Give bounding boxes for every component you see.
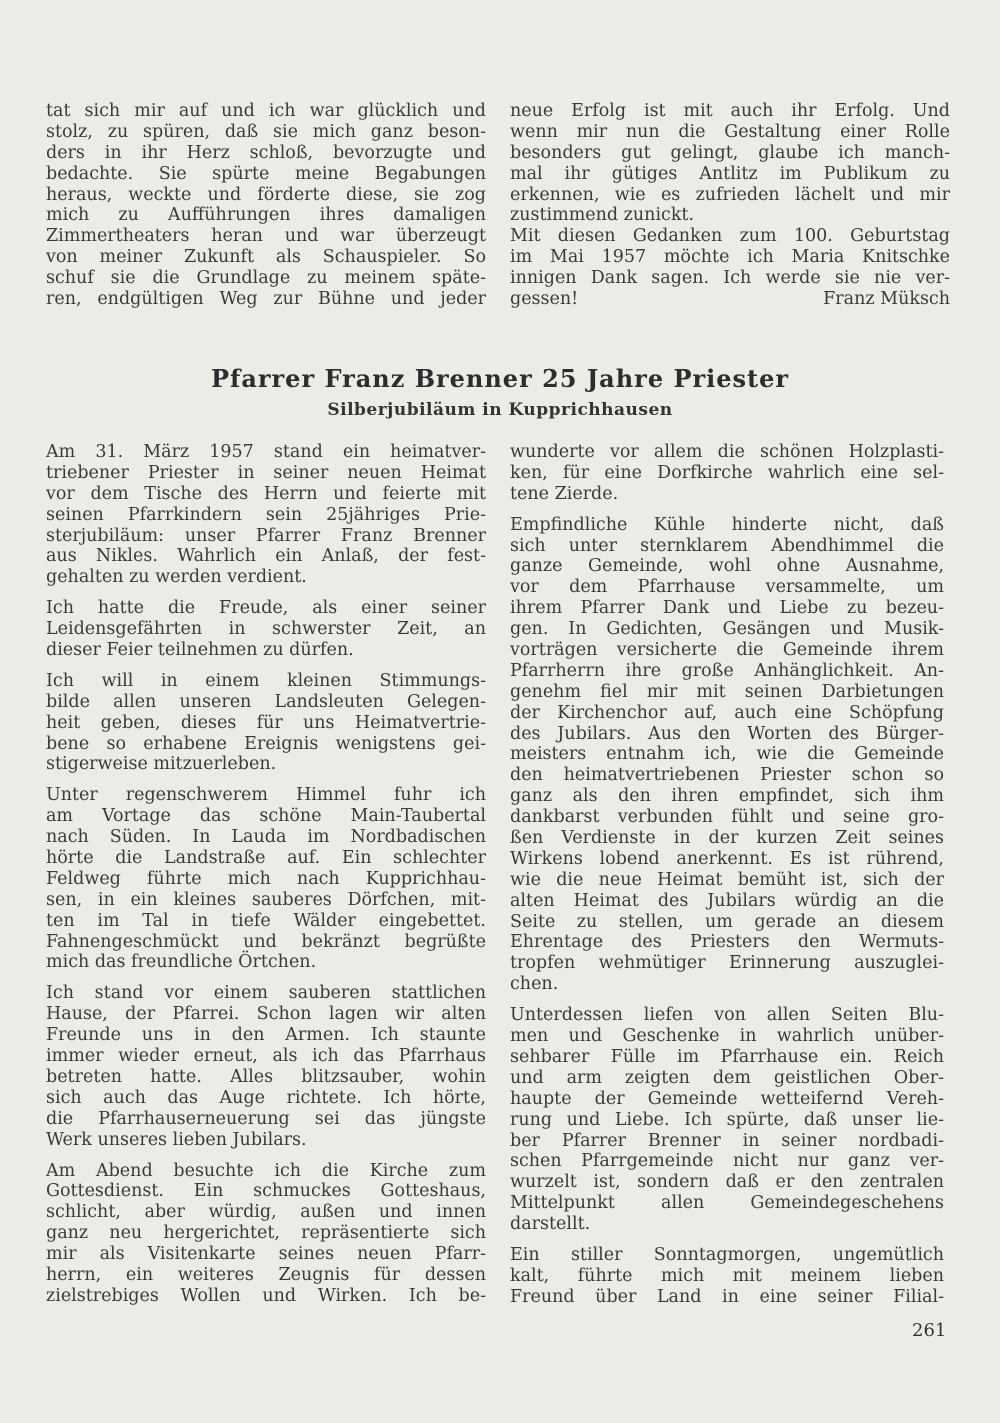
text-line: betreten hatte. Alles blitzsauber, wohin [46, 1066, 486, 1087]
closing-word: gessen! [510, 289, 579, 310]
text-line: Werk unseres lieben Jubilars. [46, 1129, 307, 1150]
text-line: sehbarer Fülle im Pfarrhause ein. Reich [510, 1046, 944, 1067]
top-right-column [510, 101, 950, 310]
text-line: ber Pfarrer Brenner in seiner nordbadi- [510, 1130, 944, 1151]
text-line: gen. In Gedichten, Gesängen und Musik- [510, 619, 944, 640]
text-line: men und Geschenke in wahrlich unüber- [510, 1026, 944, 1047]
paragraph [510, 515, 944, 995]
text-line: herrn, ein weiteres Zeugnis für dessen [46, 1264, 486, 1285]
text-line: Mit diesen Gedanken zum 100. Geburtstag [510, 226, 950, 247]
text-line: sterjubiläum: unser Pfarrer Franz Brenner [46, 525, 486, 546]
text-line: haupte der Gemeinde wetteifernd Vereh- [510, 1088, 944, 1109]
text-line: rung und Liebe. Ich spürte, daß unser lie- [510, 1109, 944, 1130]
text-line: Wirkens lobend anerkennt. Es ist rührend, [510, 848, 944, 869]
text-line: ken, für eine Dorfkirche wahrlich eine sel- [510, 462, 944, 483]
text-line: Freund über Land in eine seiner Filial- [510, 1286, 944, 1307]
text-line: darstellt. [510, 1214, 591, 1235]
text-line: schlicht, aber würdig, außen und innen [46, 1202, 486, 1223]
text-line: ganz als den ihren empfindet, sich ihm [510, 786, 944, 807]
text-line: mal ihr gütiges Antlitz im Publikum zu [510, 163, 950, 184]
text-line: meisters entnahm ich, wie die Gemeinde [510, 744, 944, 765]
text-line: wunderte vor allem die schönen Holzplasti- [510, 442, 944, 462]
text-line: Seite zu stellen, um gerade an diesem [510, 911, 944, 932]
text-line: tat sich mir auf und ich war glücklich und [46, 101, 486, 121]
text-line: Fahnengeschmückt und bekränzt begrüßte [46, 931, 486, 952]
text-line: von meiner Zukunft als Schauspieler. So [46, 247, 486, 268]
text-line: der Kirchenchor auf, auch eine Schöpfung [510, 702, 944, 723]
text-line: vorträgen versicherte die Gemeinde ihrem [510, 640, 944, 661]
text-line: mich zu Aufführungen ihres damaligen [46, 205, 486, 226]
text-line: zustimmend zunickt. [510, 205, 695, 226]
text-line: genehm fiel mir mit seinen Darbietungen [510, 681, 944, 702]
text-line: bedachte. Sie spürte meine Begabungen [46, 163, 486, 184]
text-line: dankbarst verbunden fühlt und seine gro- [510, 807, 944, 828]
text-line: schen Pfarrgemeinde nicht nur ganz ver- [510, 1151, 944, 1172]
text-line: heraus, weckte und förderte diese, sie zog [46, 184, 486, 205]
text-line: und arm zeigten dem geistlichen Ober- [510, 1067, 944, 1088]
text-line: kalt, führte mich mit meinem lieben [510, 1265, 944, 1286]
text-line: ganze Gemeinde, wohl ohne Ausnahme, [510, 556, 944, 577]
text-line: wie die neue Heimat bemüht ist, sich der [510, 869, 944, 890]
text-line: ren, endgültigen Weg zur Bühne und jeder [46, 289, 486, 310]
text-line: dieser Feier teilnehmen zu dürfen. [46, 640, 354, 661]
text-line: zielstrebiges Wollen und Wirken. Ich be- [46, 1285, 486, 1306]
text-line: sich unter sternklarem Abendhimmel die [510, 535, 944, 556]
text-line: Hause, der Pfarrei. Schon lagen wir alten [46, 1004, 486, 1025]
text-line: Mittelpunkt allen Gemeindegeschehens [510, 1193, 944, 1214]
text-line: tene Zierde. [510, 483, 619, 504]
signature-line [510, 289, 950, 310]
text-line: Leidensgefährten in schwerster Zeit, an [46, 619, 486, 640]
paragraph [46, 671, 486, 775]
text-line: alten Heimat des Jubilars würdig an die [510, 890, 944, 911]
text-line: bene so erhabene Ereignis wenigstens gei- [46, 733, 486, 754]
text-line: Am 31. März 1957 stand ein heimatver- [46, 442, 486, 462]
text-line: vor dem Pfarrhause versammelte, um [510, 577, 944, 598]
text-line: schuf sie die Grundlage zu meinem späte- [46, 268, 486, 289]
text-line: bilde allen unseren Landsleuten Gelegen- [46, 691, 486, 712]
text-line: den heimatvertriebenen Priester schon so [510, 765, 944, 786]
text-line: Unter regenschwerem Himmel fuhr ich [46, 785, 486, 806]
text-line: Ein stiller Sonntagmorgen, ungemütlich [510, 1244, 944, 1265]
text-line: stolz, zu spüren, daß sie mich ganz beson- [46, 121, 486, 142]
text-line: innigen Dank sagen. Ich werde sie nie ver- [510, 268, 950, 289]
text-line: Feldweg führte mich nach Kupprichhau- [46, 868, 486, 889]
text-line: Ehrentage des Priesters den Wermuts- [510, 932, 944, 953]
text-line: Pfarrherrn ihre große Anhänglichkeit. An- [510, 660, 944, 681]
text-line: wenn mir nun die Gestaltung einer Rolle [510, 121, 950, 142]
text-line: Ich stand vor einem sauberen stattlichen [46, 983, 486, 1004]
text-line: am Vortage das schöne Main-Taubertal [46, 806, 486, 827]
text-line: vor dem Tische des Herrn und feierte mit [46, 483, 486, 504]
text-line: mir als Visitenkarte seines neuen Pfarr- [46, 1244, 486, 1265]
text-line: Freunde uns in den Armen. Ich staunte [46, 1025, 486, 1046]
text-line: triebener Priester in seiner neuen Heimat [46, 462, 486, 483]
paragraph [46, 598, 486, 661]
text-line: Ich will in einem kleinen Stimmungs- [46, 670, 486, 691]
text-line: ten im Tal in tiefe Wälder eingebettet. [46, 910, 486, 931]
text-line: Am Abend besuchte ich die Kirche zum [46, 1160, 486, 1181]
text-line: neue Erfolg ist mit auch ihr Erfolg. Und [510, 101, 950, 121]
text-line: erkennen, wie es zufrieden lächelt und mir [510, 184, 950, 205]
text-line: besonders gut gelingt, glaube ich manch- [510, 142, 950, 163]
paragraph [510, 1005, 944, 1235]
article-right-column [510, 442, 944, 1318]
paragraph [46, 785, 486, 973]
text-line: mich das freundliche Örtchen. [46, 952, 317, 973]
text-line: immer wieder erneut, als ich das Pfarrhaus [46, 1046, 486, 1067]
text-line: heit geben, dieses für uns Heimatvertrie- [46, 712, 486, 733]
paragraph [46, 442, 486, 588]
page-number: 261 [912, 1320, 947, 1341]
text-line: ders in ihr Herz schloß, bevorzugte und [46, 142, 486, 163]
article-left-column [46, 442, 486, 1317]
text-line: nach Süden. In Lauda im Nordbadischen [46, 827, 486, 848]
article-title: Pfarrer Franz Brenner 25 Jahre Priester [210, 364, 790, 393]
text-line: stigerweise mitzuerleben. [46, 754, 277, 775]
text-line: ßen Verdienste in der kurzen Zeit seines [510, 828, 944, 849]
text-line: sich auch das Auge richtete. Ich hörte, [46, 1087, 486, 1108]
text-line: Gottesdienst. Ein schmuckes Gotteshaus, [46, 1181, 486, 1202]
paragraph [46, 1161, 486, 1307]
text-line: ihrem Pfarrer Dank und Liebe zu bezeu- [510, 598, 944, 619]
top-left-column [46, 101, 486, 310]
article-subtitle: Silberjubiläum in Kupprichhausen [327, 400, 673, 420]
author-signature: Franz Müksch [823, 289, 950, 310]
text-line: im Mai 1957 möchte ich Maria Knitschke [510, 247, 950, 268]
text-line: Zimmertheaters heran und war überzeugt [46, 226, 486, 247]
text-line: sen, in ein kleines sauberes Dörfchen, mit- [46, 889, 486, 910]
text-line: Unterdessen liefen von allen Seiten Blu- [510, 1005, 944, 1026]
text-line: seinen Pfarrkindern sein 25jähriges Prie- [46, 504, 486, 525]
text-line: Empfindliche Kühle hinderte nicht, daß [510, 514, 944, 535]
text-line: die Pfarrhauserneuerung sei das jüngste [46, 1108, 486, 1129]
paragraph [510, 1245, 944, 1308]
text-line: ganz neu hergerichtet, repräsentierte sich [46, 1223, 486, 1244]
text-line: aus Nikles. Wahrlich ein Anlaß, der fest- [46, 546, 486, 567]
paragraph [510, 442, 944, 505]
text-line: chen. [510, 974, 559, 995]
text-line: des Jubilars. Aus den Worten des Bürger- [510, 723, 944, 744]
text-line: gehalten zu werden verdient. [46, 567, 307, 588]
text-line: Ich hatte die Freude, als einer seiner [46, 598, 486, 619]
text-line: hörte die Landstraße auf. Ein schlechter [46, 848, 486, 869]
text-line: tropfen wehmütiger Erinnerung auszuglei- [510, 953, 944, 974]
paragraph [46, 983, 486, 1150]
text-line: wurzelt ist, sondern daß er den zentralen [510, 1172, 944, 1193]
